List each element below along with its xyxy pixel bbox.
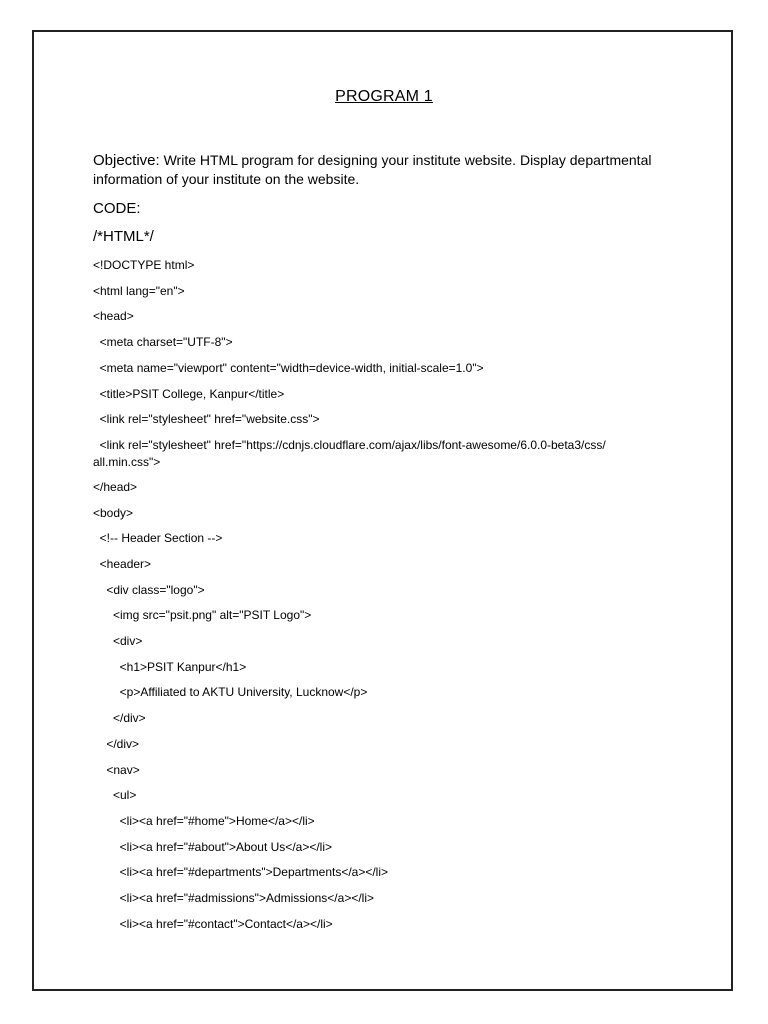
code-line: <li><a href="#contact">Contact</a></li> <box>93 917 333 931</box>
code-line: <ul> <box>93 788 137 802</box>
code-line: <!DOCTYPE html> <box>93 258 195 272</box>
code-line: <meta charset="UTF-8"> <box>93 335 233 349</box>
code-line: <meta name="viewport" content="width=device-width, initial-scale=1.0"> <box>93 361 484 375</box>
objective-label: Objective: <box>93 152 160 169</box>
code-line: <p>Affiliated to AKTU University, Lucknow</p> <box>93 685 368 699</box>
code-line: </head> <box>93 480 138 494</box>
code-line: <div> <box>93 634 143 648</box>
code-line: <h1>PSIT Kanpur</h1> <box>93 660 247 674</box>
code-line: <link rel="stylesheet" href="https://cdnjs.cloudflare.com/ajax/libs/font-awesome/6.0.0-beta3/css/ all.min.css"> <box>93 438 606 469</box>
code-line: <li><a href="#departments">Departments</a></li> <box>93 865 389 879</box>
code-line: <head> <box>93 309 134 323</box>
code-line: <title>PSIT College, Kanpur</title> <box>93 387 285 401</box>
code-line: </div> <box>93 737 140 751</box>
code-line: <link rel="stylesheet" href="website.css"> <box>93 412 320 426</box>
code-line: <!-- Header Section --> <box>93 531 223 545</box>
code-line: </div> <box>93 711 146 725</box>
code-line: <img src="psit.png" alt="PSIT Logo"> <box>93 608 312 622</box>
code-line: <li><a href="#admissions">Admissions</a></li> <box>93 891 375 905</box>
code-line: <body> <box>93 506 134 520</box>
code-line: <div class="logo"> <box>93 583 205 597</box>
code-heading: CODE: <box>93 200 141 217</box>
objective-text: Write HTML program for designing your institute website. Display departmental information of your institute on the website. <box>93 152 652 187</box>
objective-paragraph <box>93 151 683 189</box>
code-line: <li><a href="#home">Home</a></li> <box>93 814 315 828</box>
code-line: <nav> <box>93 763 140 777</box>
code-line: <li><a href="#about">About Us</a></li> <box>93 840 333 854</box>
code-line: <html lang="en"> <box>93 284 185 298</box>
page-title: PROGRAM 1 <box>335 88 433 105</box>
code-line: <header> <box>93 557 152 571</box>
html-heading: /*HTML*/ <box>93 228 154 245</box>
